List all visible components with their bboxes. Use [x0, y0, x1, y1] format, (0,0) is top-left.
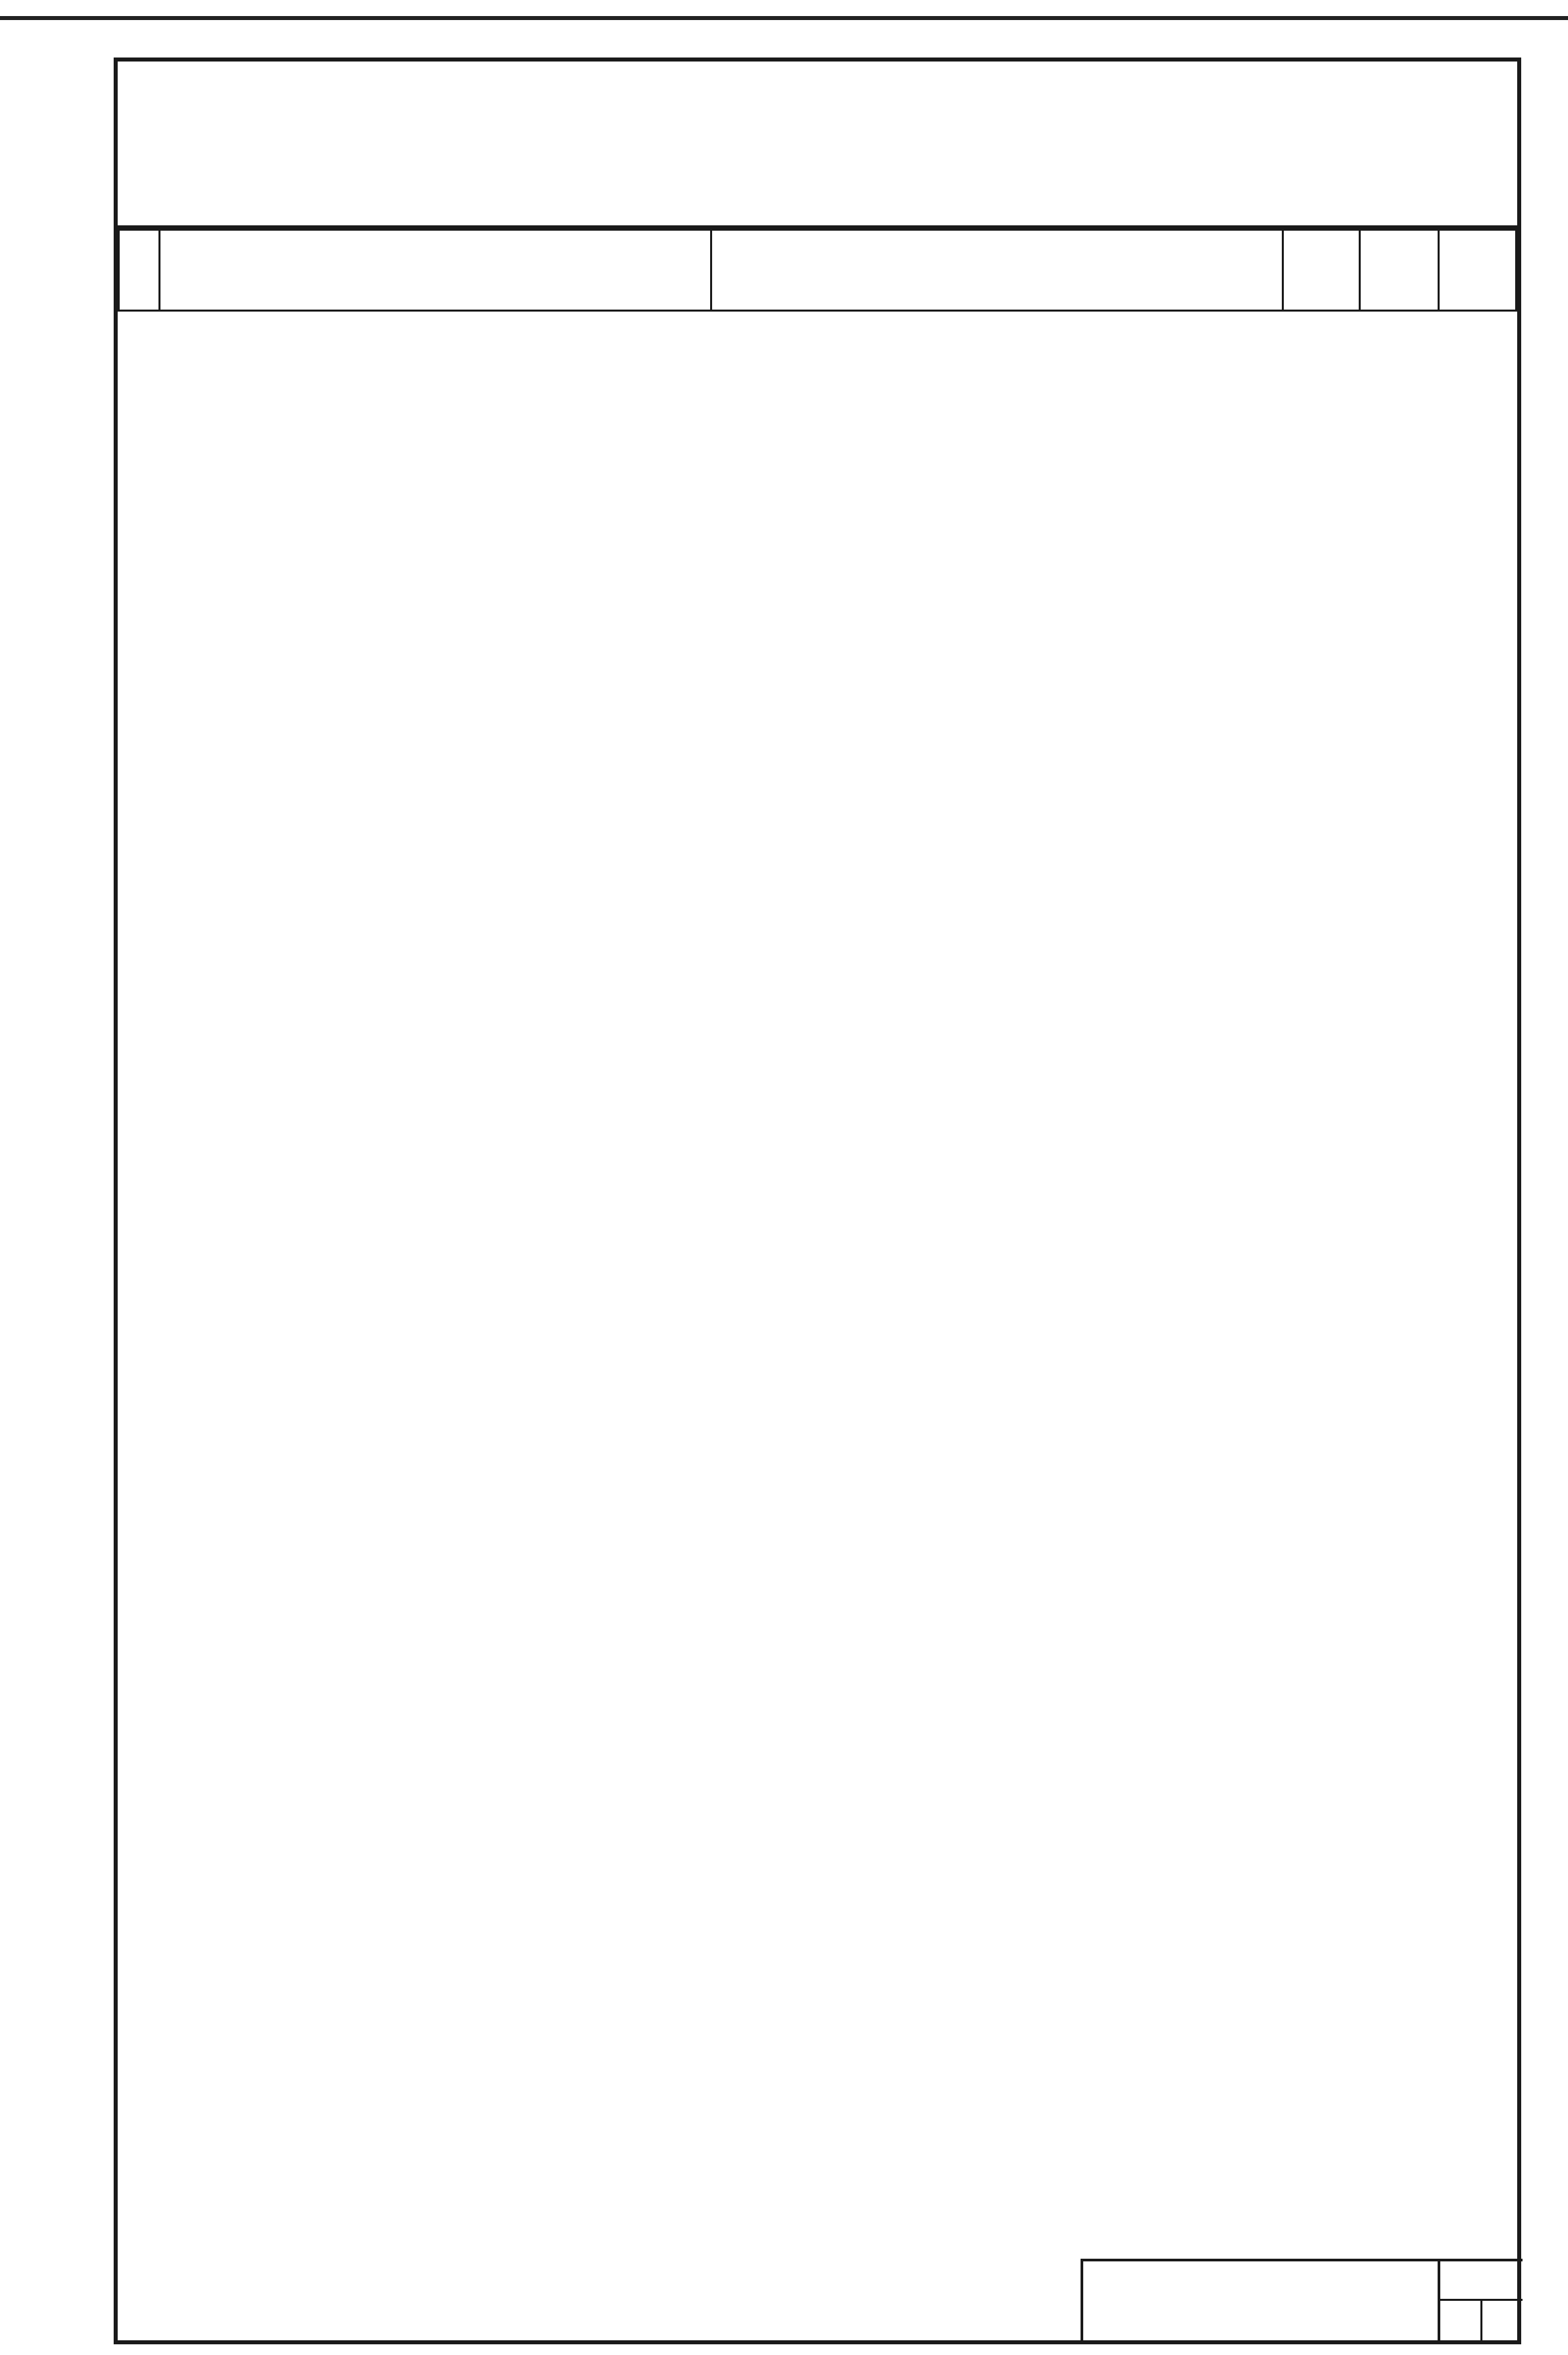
- loads-table: [118, 229, 1517, 312]
- title-block: [118, 62, 1517, 229]
- title-stamp: [1081, 2259, 1523, 2344]
- sheets-total: [1482, 2301, 1523, 2344]
- drawing-code: [1083, 2261, 1440, 2344]
- sheet-number: [1440, 2301, 1482, 2344]
- sheet-box: [1440, 2261, 1523, 2344]
- header-design: [711, 230, 1282, 311]
- header-num: [119, 230, 160, 311]
- sheet-label: [1440, 2261, 1523, 2301]
- top-rule: [0, 16, 1568, 20]
- header-angle: [1282, 230, 1359, 311]
- drawing-frame: [114, 58, 1521, 2344]
- table-body: [119, 230, 1517, 311]
- header-normative: [160, 230, 711, 311]
- header-tension: [1438, 230, 1516, 311]
- header-region: [1359, 230, 1438, 311]
